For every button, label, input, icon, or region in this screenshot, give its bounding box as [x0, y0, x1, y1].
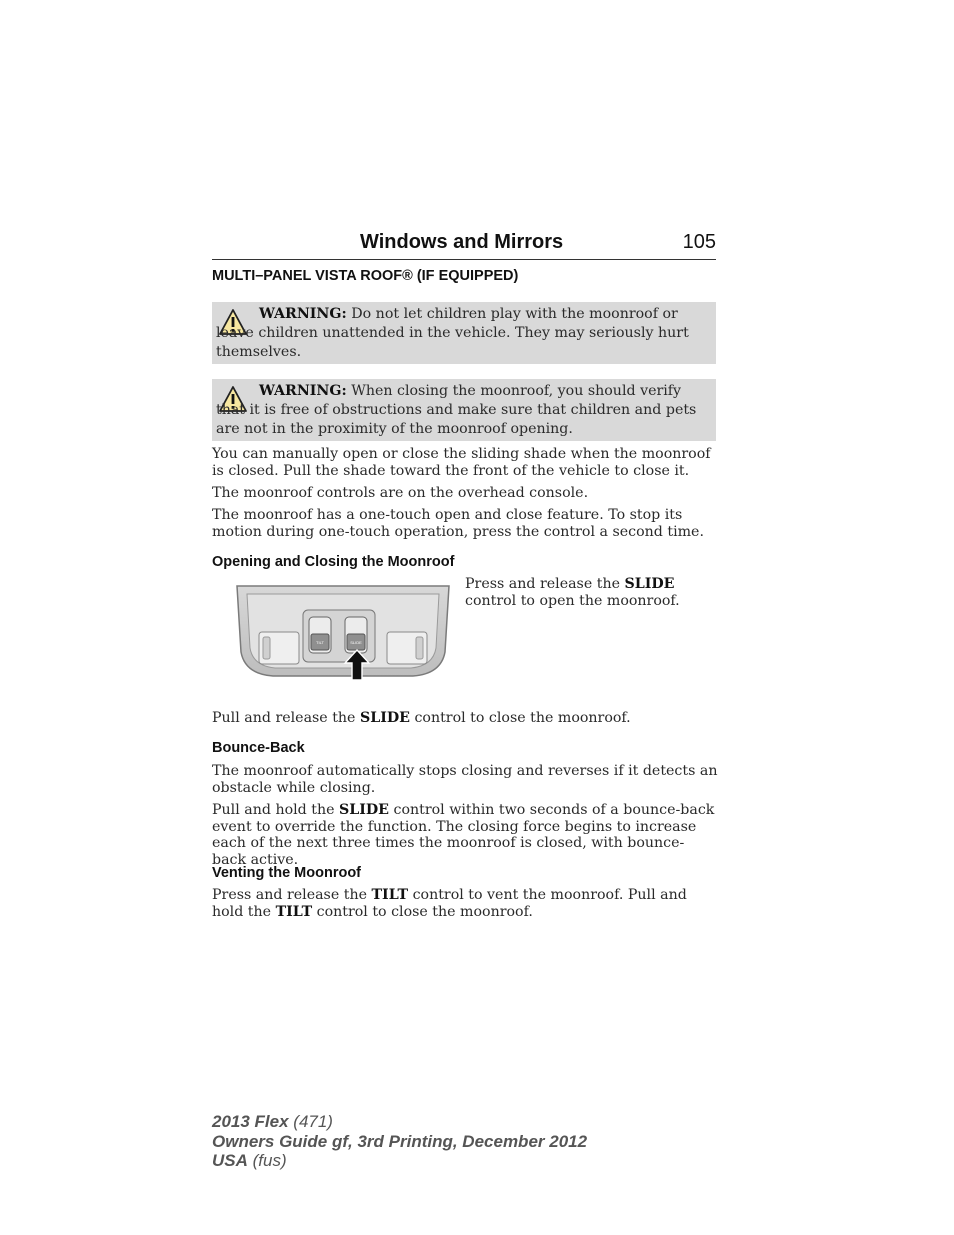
intro-paragraph-2: The moonroof controls are on the overhead console.: [212, 485, 589, 501]
warning-body: When closing the moonroof, you should verify that it is free of obstructions and make sure that children and pets are not in the proximity of the moonroof opening.: [216, 383, 697, 438]
warning-label: WARNING:: [259, 383, 347, 399]
section-title: Windows and Mirrors: [360, 231, 564, 253]
page-header: [212, 229, 716, 260]
venting-paragraph: Press and release the TILT control to vent the moonroof. Pull and hold the TILT control to close the moonroof.: [212, 887, 687, 920]
page-number: 105: [682, 231, 716, 253]
warning-box-2: [212, 379, 716, 441]
bounce-back-paragraph-2: Pull and hold the SLIDE control within two seconds of a bounce-back event to override the function. The closing force begins to increase each of the next three times the moonroof is closed, with bounce-back active.: [212, 802, 715, 868]
warning-text-2: [216, 382, 708, 440]
intro-paragraph-3: The moonroof has a one-touch open and close feature. To stop its motion during one-touch operation, press the control a second time.: [212, 507, 704, 540]
tilt-label: TILT: [316, 640, 324, 645]
footer-line-1: 2013 Flex (471): [212, 1112, 333, 1131]
footer-line-3: USA (fus): [212, 1151, 287, 1170]
footer-line-2: Owners Guide gf, 3rd Printing, December 2012: [212, 1131, 588, 1151]
moonroof-control-illustration: [233, 582, 453, 682]
warning-box-1: [212, 302, 716, 364]
page-footer: [212, 1112, 587, 1171]
main-heading: MULTI–PANEL VISTA ROOF® (IF EQUIPPED): [212, 268, 519, 284]
warning-text-1: [216, 305, 708, 363]
intro-paragraph-1: You can manually open or close the sliding shade when the moonroof is closed. Pull the shade toward the front of the vehicle to close it.: [212, 446, 711, 479]
warning-label: WARNING:: [259, 306, 347, 322]
opening-heading: Opening and Closing the Moonroof: [212, 554, 455, 570]
venting-heading: Venting the Moonroof: [212, 865, 362, 881]
close-instruction: Pull and release the SLIDE control to close the moonroof.: [212, 710, 631, 726]
slide-label: SLIDE: [350, 640, 362, 645]
bounce-back-heading: Bounce-Back: [212, 740, 305, 756]
open-instruction: Press and release the SLIDE control to open the moonroof.: [465, 576, 680, 609]
warning-body: Do not let children play with the moonroof or leave children unattended in the vehicle. They may seriously hurt themselves.: [216, 306, 689, 361]
bounce-back-paragraph-1: The moonroof automatically stops closing and reverses if it detects an obstacle while closing.: [212, 763, 718, 796]
